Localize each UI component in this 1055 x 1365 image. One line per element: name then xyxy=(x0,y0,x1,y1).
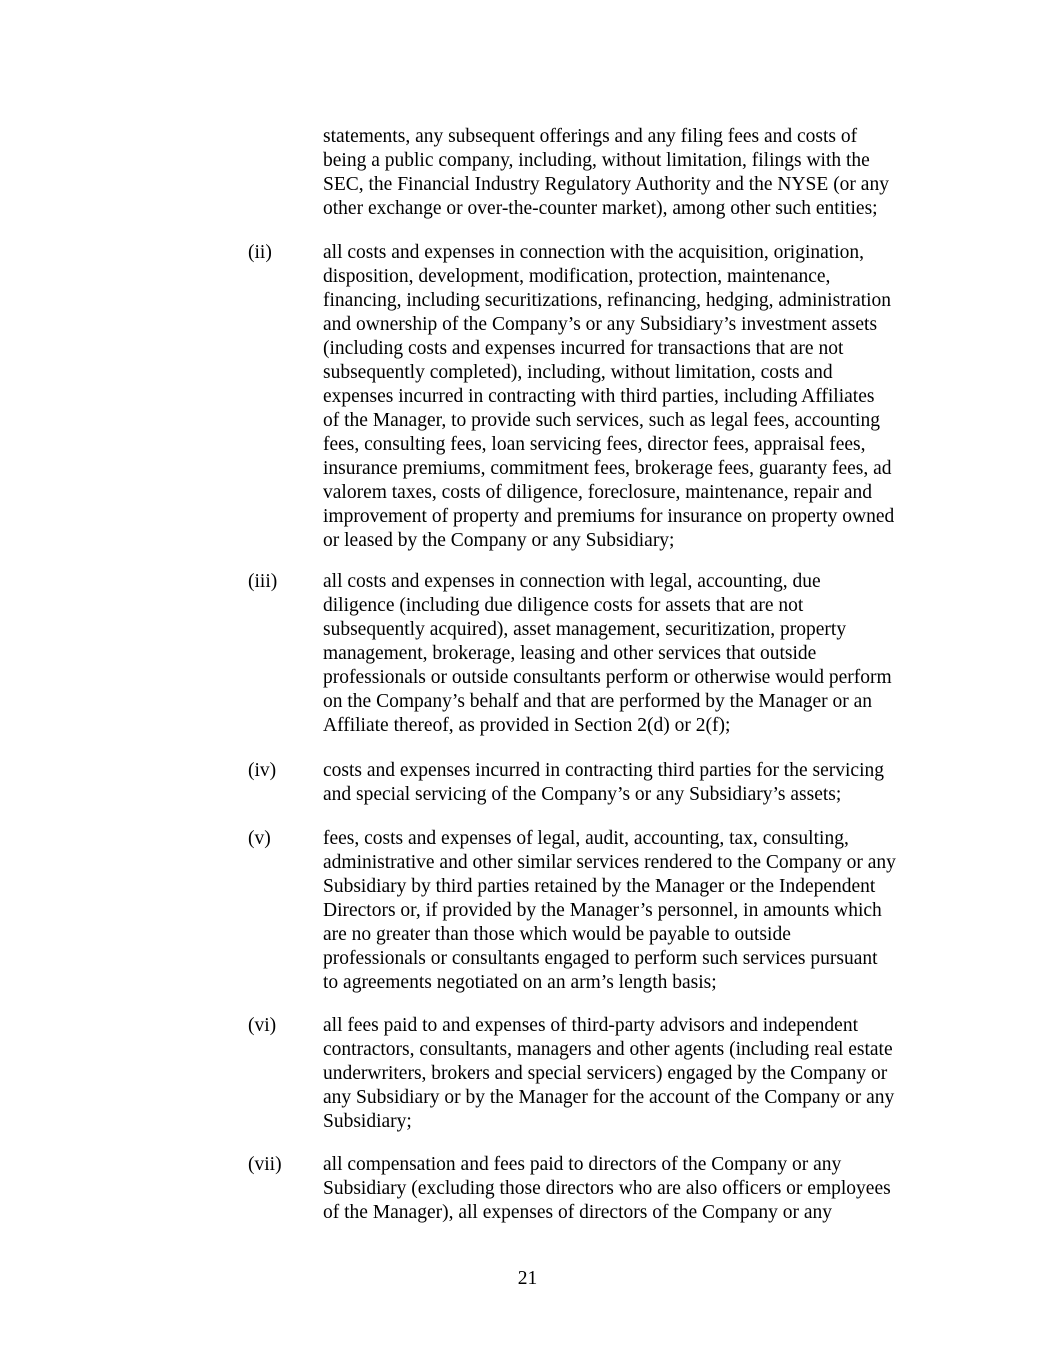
text-line: all costs and expenses in connection with legal, accounting, due xyxy=(323,571,821,592)
text-line: insurance premiums, commitment fees, brokerage fees, guaranty fees, ad xyxy=(323,458,892,479)
text-line: all costs and expenses in connection with the acquisition, origination, xyxy=(323,242,865,263)
text-line: to agreements negotiated on an arm’s length basis; xyxy=(323,972,717,993)
text-line: professionals or outside consultants perform or otherwise would perform xyxy=(323,667,892,688)
text-line: diligence (including due diligence costs for assets that are not xyxy=(323,595,804,616)
text-line: improvement of property and premiums for insurance on property owned xyxy=(323,506,895,527)
text-line: of the Manager, to provide such services, such as legal fees, accounting xyxy=(323,410,880,431)
text-line: administrative and other similar services rendered to the Company or any xyxy=(323,852,896,873)
text-line: subsequently completed), including, without limitation, costs and xyxy=(323,362,833,383)
item-paragraph xyxy=(323,1153,943,1225)
text-line: (including costs and expenses incurred for transactions that are not xyxy=(323,338,844,359)
text-line: SEC, the Financial Industry Regulatory Authority and the NYSE (or any xyxy=(323,174,889,195)
text-line: expenses incurred in contracting with third parties, including Affiliates xyxy=(323,386,875,407)
intro-paragraph xyxy=(323,125,943,221)
text-line: costs and expenses incurred in contracting third parties for the servicing xyxy=(323,760,884,781)
text-line: other exchange or over-the-counter market), among other such entities; xyxy=(323,198,878,219)
text-line: professionals or consultants engaged to perform such services pursuant xyxy=(323,948,878,969)
item-number: (iv) xyxy=(248,760,277,781)
text-line: and special servicing of the Company’s or any Subsidiary’s assets; xyxy=(323,784,842,805)
text-line: disposition, development, modification, protection, maintenance, xyxy=(323,266,831,287)
text-line: fees, consulting fees, loan servicing fees, director fees, appraisal fees, xyxy=(323,434,866,455)
text-line: being a public company, including, without limitation, filings with the xyxy=(323,150,870,171)
text-line: underwriters, brokers and special servicers) engaged by the Company or xyxy=(323,1063,888,1084)
text-line: Directors or, if provided by the Manager’s personnel, in amounts which xyxy=(323,900,882,921)
item-number: (vii) xyxy=(248,1154,282,1175)
text-line: any Subsidiary or by the Manager for the account of the Company or any xyxy=(323,1087,895,1108)
text-line: fees, costs and expenses of legal, audit, accounting, tax, consulting, xyxy=(323,828,849,849)
item-number: (v) xyxy=(248,828,271,849)
item-paragraph xyxy=(323,241,943,553)
text-line: all fees paid to and expenses of third-party advisors and independent xyxy=(323,1015,859,1036)
text-line: valorem taxes, costs of diligence, foreclosure, maintenance, repair and xyxy=(323,482,873,503)
text-line: Affiliate thereof, as provided in Section 2(d) or 2(f); xyxy=(323,715,731,736)
text-line: statements, any subsequent offerings and any filing fees and costs of xyxy=(323,126,858,147)
item-paragraph xyxy=(323,827,943,995)
text-line: all compensation and fees paid to directors of the Company or any xyxy=(323,1154,842,1175)
text-line: management, brokerage, leasing and other services that outside xyxy=(323,643,817,664)
text-line: of the Manager), all expenses of directors of the Company or any xyxy=(323,1202,832,1223)
item-number: (vi) xyxy=(248,1015,277,1036)
text-line: are no greater than those which would be payable to outside xyxy=(323,924,791,945)
item-paragraph xyxy=(323,759,943,807)
item-paragraph xyxy=(323,1014,943,1134)
item-paragraph xyxy=(323,570,943,738)
text-line: financing, including securitizations, refinancing, hedging, administration xyxy=(323,290,892,311)
text-line: and ownership of the Company’s or any Subsidiary’s investment assets xyxy=(323,314,878,335)
item-number: (ii) xyxy=(248,242,272,263)
text-line: or leased by the Company or any Subsidiary; xyxy=(323,530,675,551)
text-line: subsequently acquired), asset management, securitization, property xyxy=(323,619,847,640)
text-line: contractors, consultants, managers and other agents (including real estate xyxy=(323,1039,893,1060)
text-line: Subsidiary by third parties retained by the Manager or the Independent xyxy=(323,876,876,897)
text-line: Subsidiary (excluding those directors who are also officers or employees xyxy=(323,1178,891,1199)
text-line: on the Company’s behalf and that are performed by the Manager or an xyxy=(323,691,873,712)
text-line: Subsidiary; xyxy=(323,1111,412,1132)
item-number: (iii) xyxy=(248,571,278,592)
page-number: 21 xyxy=(517,1268,538,1289)
